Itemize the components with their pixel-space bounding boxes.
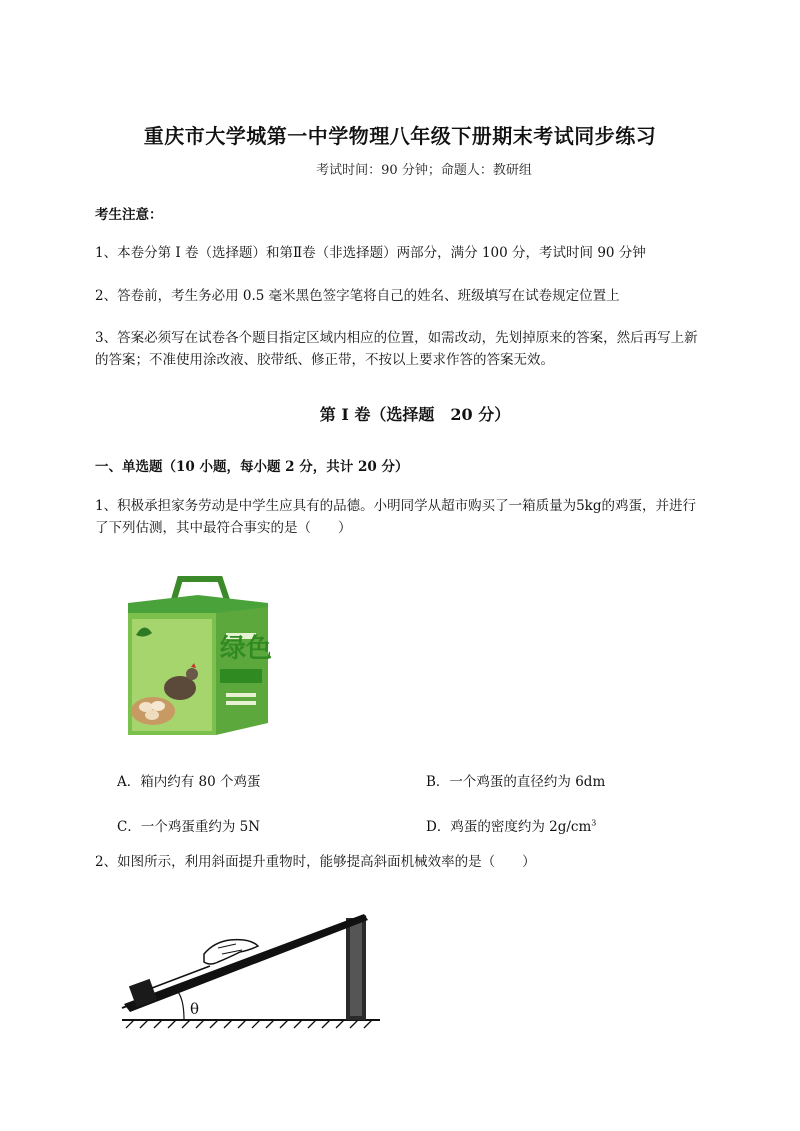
notice-item-3: 3、答案必须写在试卷各个题目指定区域内相应的位置，如需改动，先划掉原来的答案，然后再写上新的答案；不准使用涂改液、胶带纸、修正带，不按以上要求作答的答案无效。 bbox=[95, 330, 698, 368]
exam-meta: 考试时间：90 分钟；命题人：教研组 bbox=[316, 163, 532, 178]
question-1-option-c: C．一个鸡蛋重约为 5N bbox=[117, 819, 261, 835]
question-1-stem: 1、积极承担家务劳动是中学生应具有的品德。小明同学从超市购买了一箱质量为5kg的鸡蛋，并进行了下列估测，其中最符合事实的是（ ） bbox=[95, 498, 696, 536]
egg-box-logo-text: 绿色 bbox=[220, 634, 273, 664]
question-1-option-d bbox=[426, 815, 596, 835]
notice-heading: 考生注意： bbox=[95, 207, 163, 223]
page-title: 重庆市大学城第一中学物理八年级下册期末考试同步练习 bbox=[143, 124, 657, 148]
notice-item-1: 1、本卷分第 I 卷（选择题）和第Ⅱ卷（非选择题）两部分，满分 100 分，考试时间 90 分钟 bbox=[95, 245, 646, 261]
question-1-option-b: B．一个鸡蛋的直径约为 6dm bbox=[426, 774, 606, 790]
angle-theta-label: θ bbox=[190, 1000, 200, 1018]
inclined-plane-figure bbox=[118, 888, 388, 1040]
question-2-stem: 2、如图所示，利用斜面提升重物时，能够提高斜面机械效率的是（ ） bbox=[95, 854, 536, 870]
egg-box-image bbox=[118, 573, 278, 741]
part-heading: 一、单选题（10 小题，每小题 2 分，共计 20 分） bbox=[95, 459, 409, 475]
question-1-option-a: A．箱内约有 80 个鸡蛋 bbox=[117, 774, 261, 790]
notice-item-2: 2、答卷前，考生务必用 0.5 毫米黑色签字笔将自己的姓名、班级填写在试卷规定位置上 bbox=[95, 288, 620, 304]
option-d-text: D．鸡蛋的密度约为 2g/cm bbox=[426, 819, 592, 835]
option-d-superscript: 3 bbox=[591, 818, 597, 828]
section-title: 第 I 卷（选择题 20 分） bbox=[319, 405, 511, 424]
